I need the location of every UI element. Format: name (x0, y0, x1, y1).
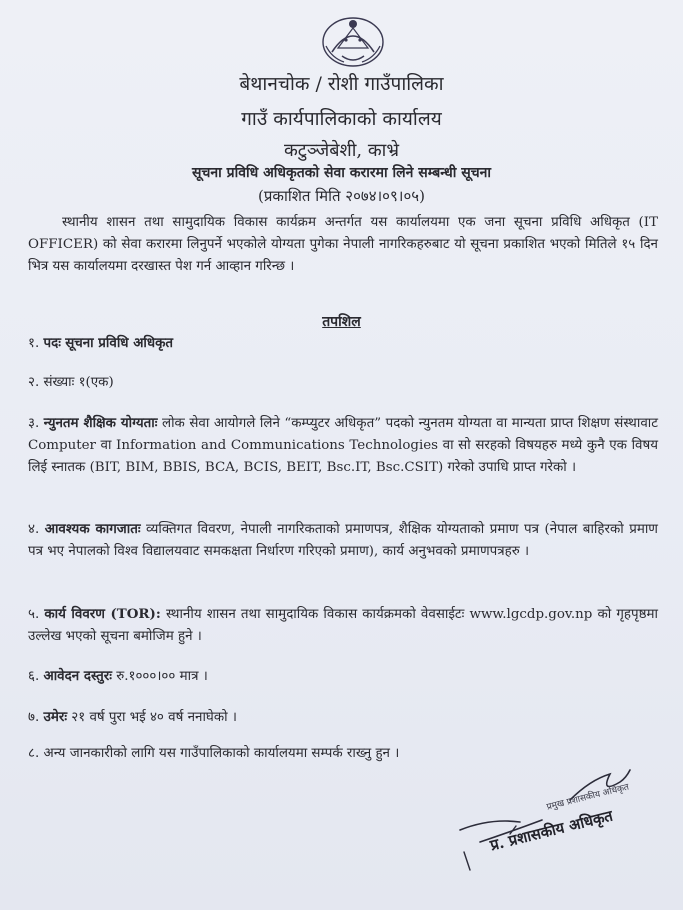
item-number: ४. (28, 522, 40, 537)
item-label: कार्य विवरण (TOR): (44, 606, 161, 622)
list-item-tor (28, 603, 658, 648)
item-label: पदः (43, 335, 61, 351)
list-item-documents (28, 518, 658, 563)
item-number: ६. (28, 669, 40, 684)
nepal-emblem-icon (318, 12, 388, 70)
item-number: ८. (28, 746, 40, 761)
item-text: लोक सेवा आयोगले लिने “कम्प्युटर अधिकृत” पदको न्युनतम योग्यता वा मान्यता प्राप्त शिक्षण संस्थावाट Computer वा Information and Communications Technologies वा सो सरहको विषयहरु मध्ये कुनै एक विषय लिई स्नातक (BIT, BIM, BBIS, BCA, BCIS, BEIT, Bsc.IT, Bsc.CSIT) गरेको उपाधि प्राप्त गरेको । (28, 416, 658, 475)
item-number: ७. (28, 710, 40, 725)
section-heading: तपशिल (322, 314, 361, 330)
item-number: १. (28, 336, 40, 351)
signature-name: प्र. प्रशासकीय अधिकृत (488, 806, 615, 855)
item-text: १(एक) (78, 375, 114, 390)
list-item-fee (28, 665, 658, 688)
item-number: २. (28, 375, 40, 390)
item-text: स्थानीय शासन तथा सामुदायिक विकास कार्यक्रमको वेवसाईटः www.lgcdp.gov.np को गृहपृष्ठमा उल्लेख भएको सूचना बमोजिम हुने । (28, 607, 658, 644)
notice-title: सूचना प्रविधि अधिकृतको सेवा करारमा लिने सम्बन्धी सूचना (192, 165, 491, 181)
item-text: व्यक्तिगत विवरण, नेपाली नागरिकताको प्रमाणपत्र, शैक्षिक योग्यताको प्रमाण पत्र (नेपाल बाहिरको प्रमाण पत्र भए नेपालको विश्व विद्यालयवाट समकक्षता निर्धारण गरिएको प्रमाण), कार्य अनुभवको प्रमाणपत्रहरु । (28, 522, 658, 559)
item-text: अन्य जानकारीको लागि यस गाउँपालिकाको कार्यालयमा सम्पर्क राख्नु हुन । (43, 746, 400, 761)
item-number: ३. (28, 416, 40, 431)
office-name: गाउँ कार्यपालिकाको कार्यालय (241, 108, 442, 130)
list-item-qualification (28, 412, 658, 479)
item-label: संख्याः (43, 375, 75, 390)
published-date: (प्रकाशित मिति २०७४।०९।०५) (258, 187, 425, 205)
item-label: उमेरः (43, 709, 68, 725)
item-text: सूचना प्रविधि अधिकृत (65, 335, 174, 351)
item-text: २१ वर्ष पुरा भई ४० वर्ष ननाघेको । (71, 710, 237, 725)
signature-role: प्रमुख प्रशासकीय अधिकृत (545, 782, 631, 813)
intro-paragraph: स्थानीय शासन तथा सामुदायिक विकास कार्यक्रम अन्तर्गत यस कार्यालयमा एक जना सूचना प्रविधि अधिकृत (IT OFFICER) को सेवा करारमा लिनुपर्ने भएकोले योग्यता पुगेका नेपाली नागरिकहरुबाट यो सूचना प्रकाशित भएको मितिले १५ दिन भित्र यस कार्यालयमा दरखास्त पेश गर्न आव्हान गरिन्छ । (28, 215, 658, 274)
municipality-name: बेथानचोक / रोशी गाउँपालिका (239, 73, 444, 95)
list-item-post (28, 332, 658, 355)
item-text: रु.१०००।०० मात्र । (116, 669, 208, 684)
list-item-age (28, 706, 658, 729)
list-item-count (28, 372, 658, 394)
item-label: आवेदन दस्तुरः (43, 668, 112, 684)
item-label: आवश्यक कागजातः (44, 521, 141, 537)
office-address: कटुञ्जेबेशी, काभ्रे (283, 140, 399, 161)
item-number: ५. (28, 607, 40, 622)
item-label: न्युनतम शैक्षिक योग्यताः (43, 415, 158, 431)
